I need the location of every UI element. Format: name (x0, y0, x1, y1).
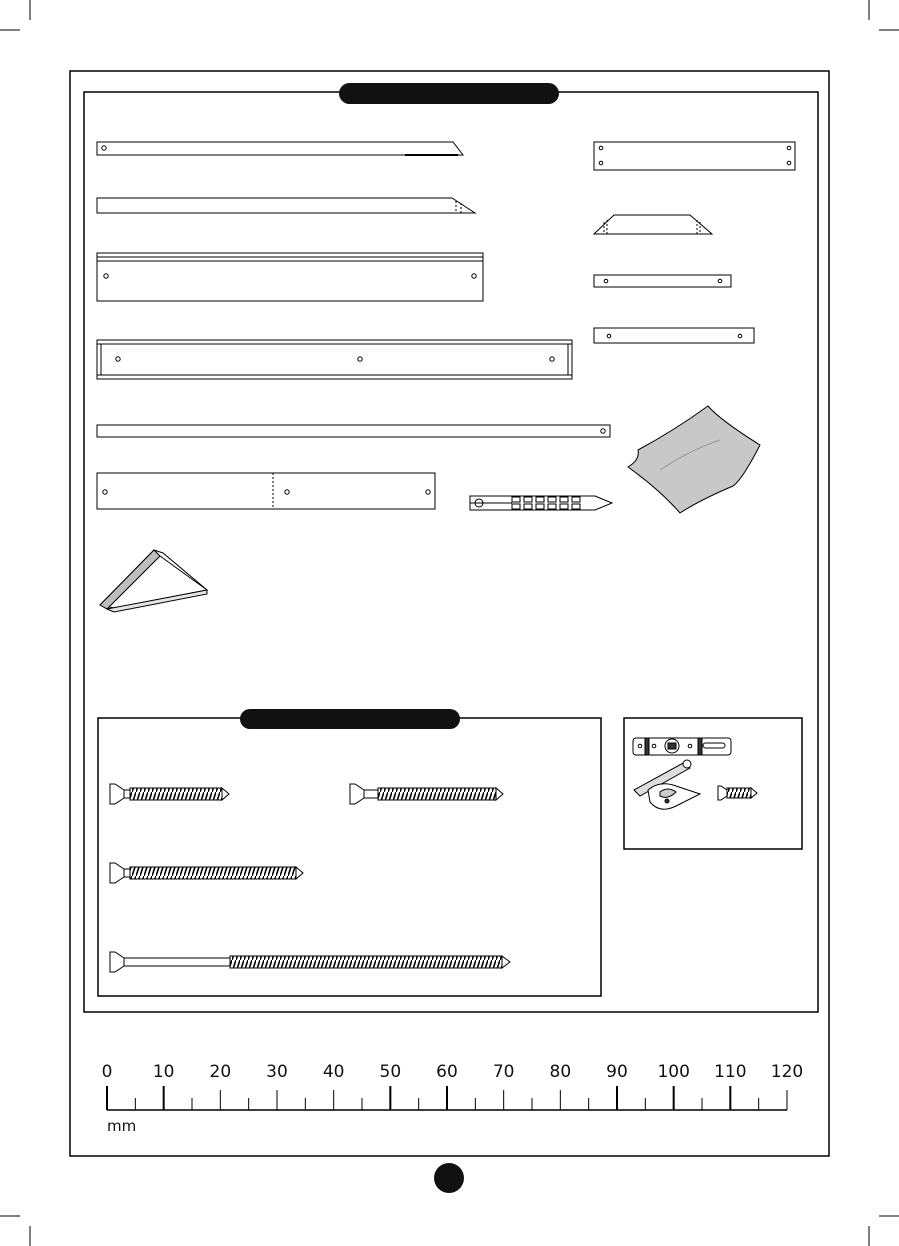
hole-icon (104, 274, 108, 278)
ruler-tick-label: 110 (714, 1062, 747, 1082)
ruler-tick-label: 30 (266, 1062, 288, 1082)
hole-icon (604, 279, 608, 283)
screw-long (110, 952, 510, 972)
rail-long-tapered (97, 198, 475, 213)
board-split-panel (97, 473, 435, 509)
hole-icon (738, 334, 742, 338)
board-wide-two-holes (97, 253, 483, 301)
hole-icon (102, 146, 106, 150)
ruler-tick-label: 40 (322, 1062, 345, 1082)
board-wide-three-holes (97, 340, 572, 379)
wall-bracket-plate (633, 738, 731, 755)
hole-icon (472, 274, 476, 278)
hole-icon (601, 429, 605, 433)
ruler-tick-label: 100 (657, 1062, 690, 1082)
hole-icon (607, 334, 611, 338)
hole-icon (599, 146, 603, 150)
screw-c (110, 863, 303, 883)
hole-icon (599, 161, 603, 165)
fittings-frame (98, 718, 601, 996)
hole-icon (718, 279, 722, 283)
cam-connector (634, 760, 700, 809)
ruler-tick-label: 50 (379, 1062, 402, 1082)
plate-four-holes (594, 142, 795, 170)
rod-full-length (97, 425, 610, 437)
triangular-bracket (100, 550, 207, 612)
ruler-tick-label: 70 (492, 1062, 515, 1082)
hole-icon (358, 357, 362, 361)
ruler-tick-label: 60 (436, 1062, 458, 1082)
screw-a (110, 784, 229, 804)
block-trapezoid (594, 215, 712, 234)
hole-icon (103, 490, 107, 494)
cam-dowel-rod (470, 496, 612, 510)
rail-long-angled (97, 142, 463, 155)
ruler-tick-label: 80 (549, 1062, 572, 1082)
ruler-unit-label: mm (107, 1117, 137, 1135)
ruler-tick-label: 120 (770, 1062, 804, 1082)
page-number-badge (434, 1163, 464, 1193)
measurement-ruler (102, 1062, 804, 1110)
outer-frame (70, 71, 829, 1156)
parts-header-pill (339, 83, 559, 104)
hole-icon (116, 357, 120, 361)
strip-medium (594, 328, 754, 343)
hole-icon (787, 146, 791, 150)
hole-icon (426, 490, 430, 494)
ruler-tick-label: 20 (209, 1062, 232, 1082)
soft-bag (628, 406, 760, 513)
hole-icon (787, 161, 791, 165)
hole-icon (550, 357, 554, 361)
screw-b (350, 784, 503, 804)
small-screw (718, 786, 757, 800)
fittings-header-pill (240, 709, 460, 729)
ruler-tick-label: 90 (606, 1062, 628, 1082)
ruler-tick-label: 10 (152, 1062, 175, 1082)
hole-icon (285, 490, 289, 494)
ruler-tick-label: 0 (101, 1062, 113, 1082)
strip-short (594, 275, 731, 287)
